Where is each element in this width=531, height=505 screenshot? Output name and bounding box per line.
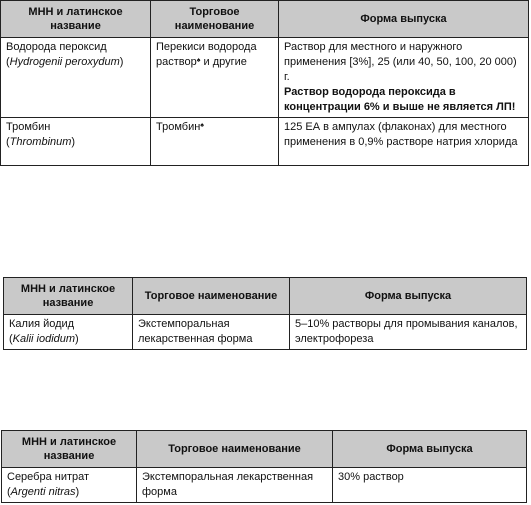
form-cell	[333, 468, 527, 503]
latin-name: Argenti nitras	[10, 486, 76, 498]
form-text: Раствор для местного и наружного применения [3%], 25 (или 40, 50, 100, 20 000) г.	[284, 41, 517, 83]
header-trade-name: Торговое наименование	[151, 1, 279, 38]
latin-name: Thrombinum	[9, 136, 72, 148]
form-cell	[279, 118, 529, 166]
trade-name: Тромбин	[156, 121, 201, 133]
trade-mark-glyph: ♠	[200, 122, 205, 129]
inn-name: Водорода пероксид	[6, 41, 107, 53]
inn-name: Калия йодид	[9, 318, 75, 330]
header-form: Форма выпуска	[333, 431, 527, 468]
table-header-row	[1, 1, 529, 38]
form-text: 125 ЕА в ампулах (флаконах) для местного применения в 0,9% растворе натрия хлорида	[284, 121, 518, 148]
trade-name-cell	[133, 315, 290, 350]
drug-table-1	[0, 0, 529, 166]
trade-name-cell	[151, 118, 279, 166]
latin-name: Kalii iodidum	[12, 333, 76, 345]
inn-cell: Тромбин (Thrombinum)	[1, 118, 151, 166]
table-row	[2, 468, 527, 503]
inn-name: Серебра нитрат	[7, 471, 90, 483]
trade-name-cell	[151, 38, 279, 118]
form-cell	[290, 315, 527, 350]
header-inn: МНН и латинское название	[4, 278, 133, 315]
form-cell	[279, 38, 529, 118]
header-trade-name: Торговое наименование	[133, 278, 290, 315]
trade-name-cell	[137, 468, 333, 503]
table-row	[1, 38, 529, 118]
table-row	[4, 315, 527, 350]
inn-name: Тромбин	[6, 121, 51, 133]
header-inn: МНН и латинское название	[2, 431, 137, 468]
form-text: 30% раствор	[338, 471, 404, 483]
drug-table-3	[1, 430, 527, 503]
inn-cell: Водорода пероксид (Hydrogenii peroxydum)	[1, 38, 151, 118]
trade-name: Экстемпоральная лекарственная форма	[138, 318, 253, 345]
header-form: Форма выпуска	[290, 278, 527, 315]
form-text: 5–10% растворы для промывания каналов, электрофореза	[295, 318, 518, 345]
header-trade-name: Торговое наименование	[137, 431, 333, 468]
table-header-row	[4, 278, 527, 315]
header-form: Форма выпуска	[279, 1, 529, 38]
table-header-row	[2, 431, 527, 468]
table-row	[1, 118, 529, 166]
inn-cell: Серебра нитрат (Argenti nitras)	[2, 468, 137, 503]
form-note: Раствор водорода пероксида в концентрации 6% и выше не является ЛП!	[284, 86, 516, 113]
drug-table-2	[3, 277, 527, 350]
trade-mark-glyph: ♠	[196, 57, 201, 64]
trade-name-suffix: и другие	[200, 56, 247, 68]
trade-name: Перекиси водорода раствор	[156, 41, 257, 68]
header-inn: МНН и латинское название	[1, 1, 151, 38]
latin-name: Hydrogenii peroxydum	[9, 56, 120, 68]
trade-name: Экстемпоральная лекарственная форма	[142, 471, 314, 498]
inn-cell: Калия йодид (Kalii iodidum)	[4, 315, 133, 350]
